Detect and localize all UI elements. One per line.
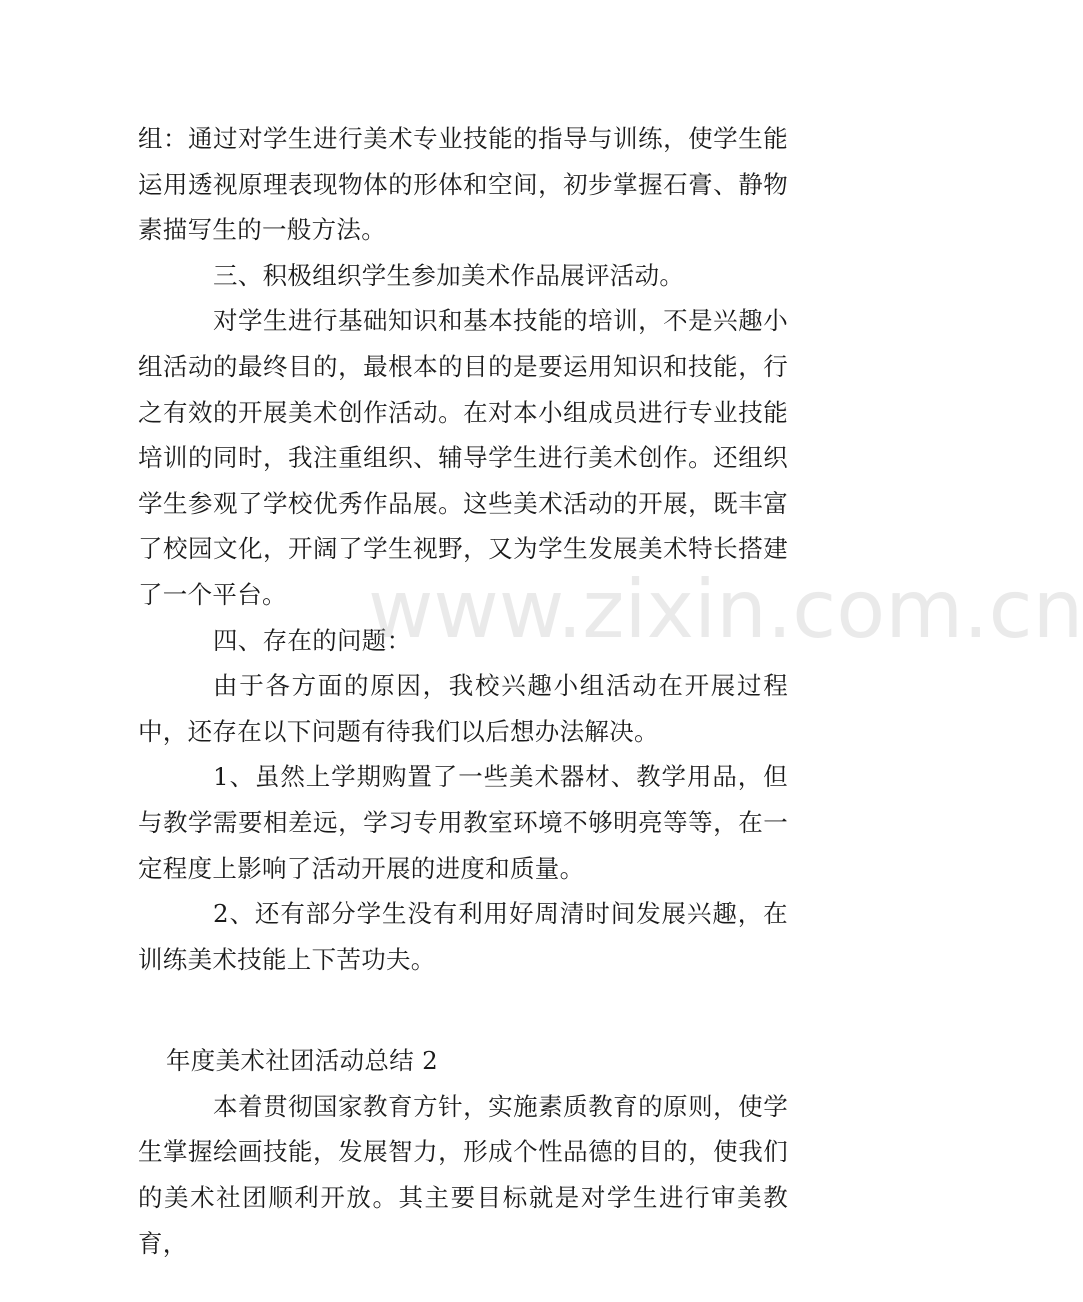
- document-body: [138, 116, 788, 1266]
- paragraph: 由于各方面的原因，我校兴趣小组活动在开展过程中，还存在以下问题有待我们以后想办法解决。: [138, 671, 788, 746]
- document-title: 年度美术社团活动总结 2: [166, 1046, 438, 1076]
- watermark: www.zixin.com.cn: [368, 563, 1083, 656]
- section-heading-3: 三、积极组织学生参加美术作品展评活动。: [213, 260, 685, 290]
- paragraph: 本着贯彻国家教育方针，实施素质教育的原则，使学生掌握绘画技能，发展智力，形成个性品德的目的，使我们的美术社团顺利开放。其主要目标就是对学生进行审美教育，: [138, 1091, 788, 1258]
- paragraph: 组：通过对学生进行美术专业技能的指导与训练，使学生能运用透视原理表现物体的形体和空间，初步掌握石膏、静物素描写生的一般方法。: [138, 124, 788, 245]
- list-item: 2、还有部分学生没有利用好周清时间发展兴趣，在训练美术技能上下苦功夫。: [138, 899, 788, 974]
- list-item: 1、虽然上学期购置了一些美术器材、教学用品，但与教学需要相差远，学习专用教室环境不够明亮等等，在一定程度上影响了活动开展的进度和质量。: [138, 762, 788, 883]
- paragraph: 对学生进行基础知识和基本技能的培训，不是兴趣小组活动的最终目的，最根本的目的是要运用知识和技能，行之有效的开展美术创作活动。在对本小组成员进行专业技能培训的同时，我注重组织、辅导学生进行美术创作。还组织学生参观了学校优秀作品展。这些美术活动的开展，既丰富了校园文化，开阔了学生视野，又为学生发展美术特长搭建了一个平台。: [138, 306, 788, 609]
- section-heading-4: 四、存在的问题：: [213, 625, 412, 655]
